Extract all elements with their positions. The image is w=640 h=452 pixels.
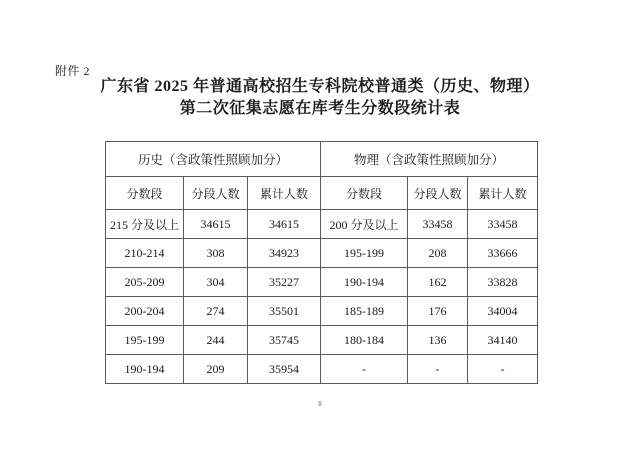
score-band-cell: 190-194 (106, 355, 184, 384)
column-header-score-band-physics: 分数段 (321, 177, 408, 210)
table-group-header-row (106, 142, 538, 177)
history-group-header: 历史（含政策性照顾加分） (106, 142, 321, 177)
column-header-score-band-history: 分数段 (106, 177, 184, 210)
table-column-header-row (106, 177, 538, 210)
score-band-cell: 190-194 (321, 268, 408, 297)
score-band-cell: 210-214 (106, 239, 184, 268)
score-band-cell: - (321, 355, 408, 384)
column-header-cumulative-history: 累计人数 (248, 177, 321, 210)
band-count-cell: 34615 (184, 210, 248, 239)
table-row (106, 297, 538, 326)
document-title-line1: 广东省 2025 年普通高校招生专科院校普通类（历史、物理） (100, 78, 540, 95)
band-count-cell: 274 (184, 297, 248, 326)
column-header-cumulative-physics: 累计人数 (468, 177, 538, 210)
score-band-cell: 215 分及以上 (106, 210, 184, 239)
table-row (106, 268, 538, 297)
cumulative-count-cell: 33666 (468, 239, 538, 268)
cumulative-count-cell: 35501 (248, 297, 321, 326)
band-count-cell: 176 (408, 297, 468, 326)
band-count-cell: 209 (184, 355, 248, 384)
cumulative-count-cell: 34615 (248, 210, 321, 239)
cumulative-count-cell: 33828 (468, 268, 538, 297)
cumulative-count-cell: 35954 (248, 355, 321, 384)
cumulative-count-cell: 34923 (248, 239, 321, 268)
attachment-label: 附件 2 (55, 64, 91, 78)
cumulative-count-cell: 33458 (468, 210, 538, 239)
score-band-cell: 200 分及以上 (321, 210, 408, 239)
score-band-cell: 180-184 (321, 326, 408, 355)
score-band-cell: 195-199 (321, 239, 408, 268)
document-title (0, 76, 640, 120)
document-title-line2: 第二次征集志愿在库考生分数段统计表 (179, 100, 461, 117)
band-count-cell: - (408, 355, 468, 384)
band-count-cell: 136 (408, 326, 468, 355)
page-number: 8 (318, 400, 322, 408)
cumulative-count-cell: 35745 (248, 326, 321, 355)
cumulative-count-cell: - (468, 355, 538, 384)
physics-group-header: 物理（含政策性照顾加分） (321, 142, 538, 177)
column-header-band-count-physics: 分段人数 (408, 177, 468, 210)
column-header-band-count-history: 分段人数 (184, 177, 248, 210)
band-count-cell: 304 (184, 268, 248, 297)
band-count-cell: 208 (408, 239, 468, 268)
table-row (106, 239, 538, 268)
table-row (106, 355, 538, 384)
table-row (106, 210, 538, 239)
score-band-cell: 185-189 (321, 297, 408, 326)
cumulative-count-cell: 34140 (468, 326, 538, 355)
score-band-cell: 195-199 (106, 326, 184, 355)
cumulative-count-cell: 35227 (248, 268, 321, 297)
table-row (106, 326, 538, 355)
cumulative-count-cell: 34004 (468, 297, 538, 326)
score-band-cell: 200-204 (106, 297, 184, 326)
band-count-cell: 162 (408, 268, 468, 297)
band-count-cell: 308 (184, 239, 248, 268)
band-count-cell: 33458 (408, 210, 468, 239)
score-statistics-table (105, 141, 538, 384)
score-band-cell: 205-209 (106, 268, 184, 297)
band-count-cell: 244 (184, 326, 248, 355)
